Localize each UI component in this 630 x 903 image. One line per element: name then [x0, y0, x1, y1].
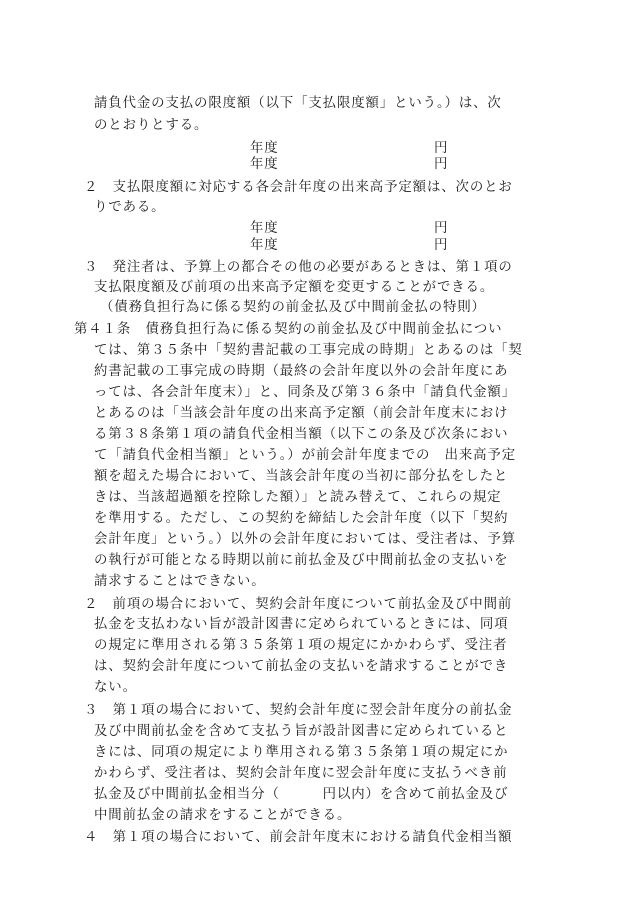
text-line: 円: [434, 221, 449, 236]
text-line: 支払限度額及び前項の出来高予定額を変更することができる。: [94, 280, 495, 295]
text-line: 円: [434, 141, 449, 156]
text-line: ては、第３５条中「契約書記載の工事完成の時期」とあるのは「契: [94, 343, 523, 358]
text-line: 円: [434, 238, 449, 253]
text-line: の執行が可能となる時期以前に前払金及び中間前払金の支払いを: [94, 553, 509, 568]
text-line: の規定に準用される第３５条第１項の規定にかかわらず、受注者: [94, 638, 508, 653]
text-line: は、契約会計年度について前払金の支払いを請求することができ: [94, 659, 509, 674]
text-line: かわらず、受注者は、契約会計年度に翌会計年度に支払うべき前: [94, 766, 508, 781]
text-line: りである。: [94, 200, 166, 215]
text-line: 年度: [250, 221, 279, 236]
text-line: ない。: [94, 680, 137, 695]
text-line: 第４１条 債務負担行為に係る契約の前金払及び中間前金払につい: [74, 322, 503, 337]
text-line: 中間前払金の請求をすることができる。: [94, 808, 352, 823]
text-line: っては、各会計年度末）」と、同条及び第３６条中「請負代金額」: [94, 385, 517, 400]
text-line: る第３８条第１項の請負代金相当額（以下この条及び次条におい: [94, 427, 509, 442]
text-line: きは、当該超過額を控除した額）」と読み替えて、これらの規定: [94, 490, 502, 505]
article-heading: （債務負担行為に係る契約の前金払及び中間前金払の特則）: [100, 300, 486, 315]
text-line: 年度: [250, 141, 279, 156]
text-line: 年度: [250, 238, 279, 253]
text-line: 約書記載の工事完成の時期（最終の会計年度以外の会計年度にあ: [94, 364, 509, 379]
text-line: 年度: [250, 157, 279, 172]
text-line: 請求することはできない。: [94, 574, 266, 589]
text-line: ３ 第１項の場合において、契約会計年度に翌会計年度分の前払金: [84, 703, 513, 718]
text-line: 請負代金の支払の限度額（以下「支払限度額」という。）は、次: [94, 96, 502, 111]
text-line: ２ 前項の場合において、契約会計年度について前払金及び中間前: [84, 597, 513, 612]
text-line: ４ 第１項の場合において、前会計年度末における請負代金相当額: [84, 830, 513, 845]
text-line: ２ 支払限度額に対応する各会計年度の出来高予定額は、次のとお: [84, 180, 513, 195]
text-line: きには、同項の規定により準用される第３５条第１項の規定にか: [94, 745, 509, 760]
text-line: を準用する。ただし、この契約を締結した会計年度（以下「契約: [94, 511, 509, 526]
text-line: 及び中間前払金を含めて支払う旨が設計図書に定められていると: [94, 724, 509, 739]
text-line: 会計年度」という。）以外の会計年度においては、受注者は、予算: [94, 532, 517, 547]
text-line: 円: [434, 157, 449, 172]
text-line: 払金及び中間前払金相当分（ 円以内）を含めて前払金及び: [94, 787, 509, 802]
text-line: ３ 発注者は、予算上の都合その他の必要があるときは、第１項の: [84, 260, 513, 275]
text-line: て「請負代金相当額」という。）が前会計年度までの 出来高予定: [94, 448, 517, 463]
text-line: とあるのは「当該会計年度の出来高予定額（前会計年度末におけ: [94, 406, 509, 421]
text-line: 額を超えた場合において、当該会計年度の当初に部分払をしたと: [94, 469, 509, 484]
text-line: 払金を支払わない旨が設計図書に定められているときには、同項: [94, 617, 509, 632]
text-line: のとおりとする。: [94, 118, 209, 133]
